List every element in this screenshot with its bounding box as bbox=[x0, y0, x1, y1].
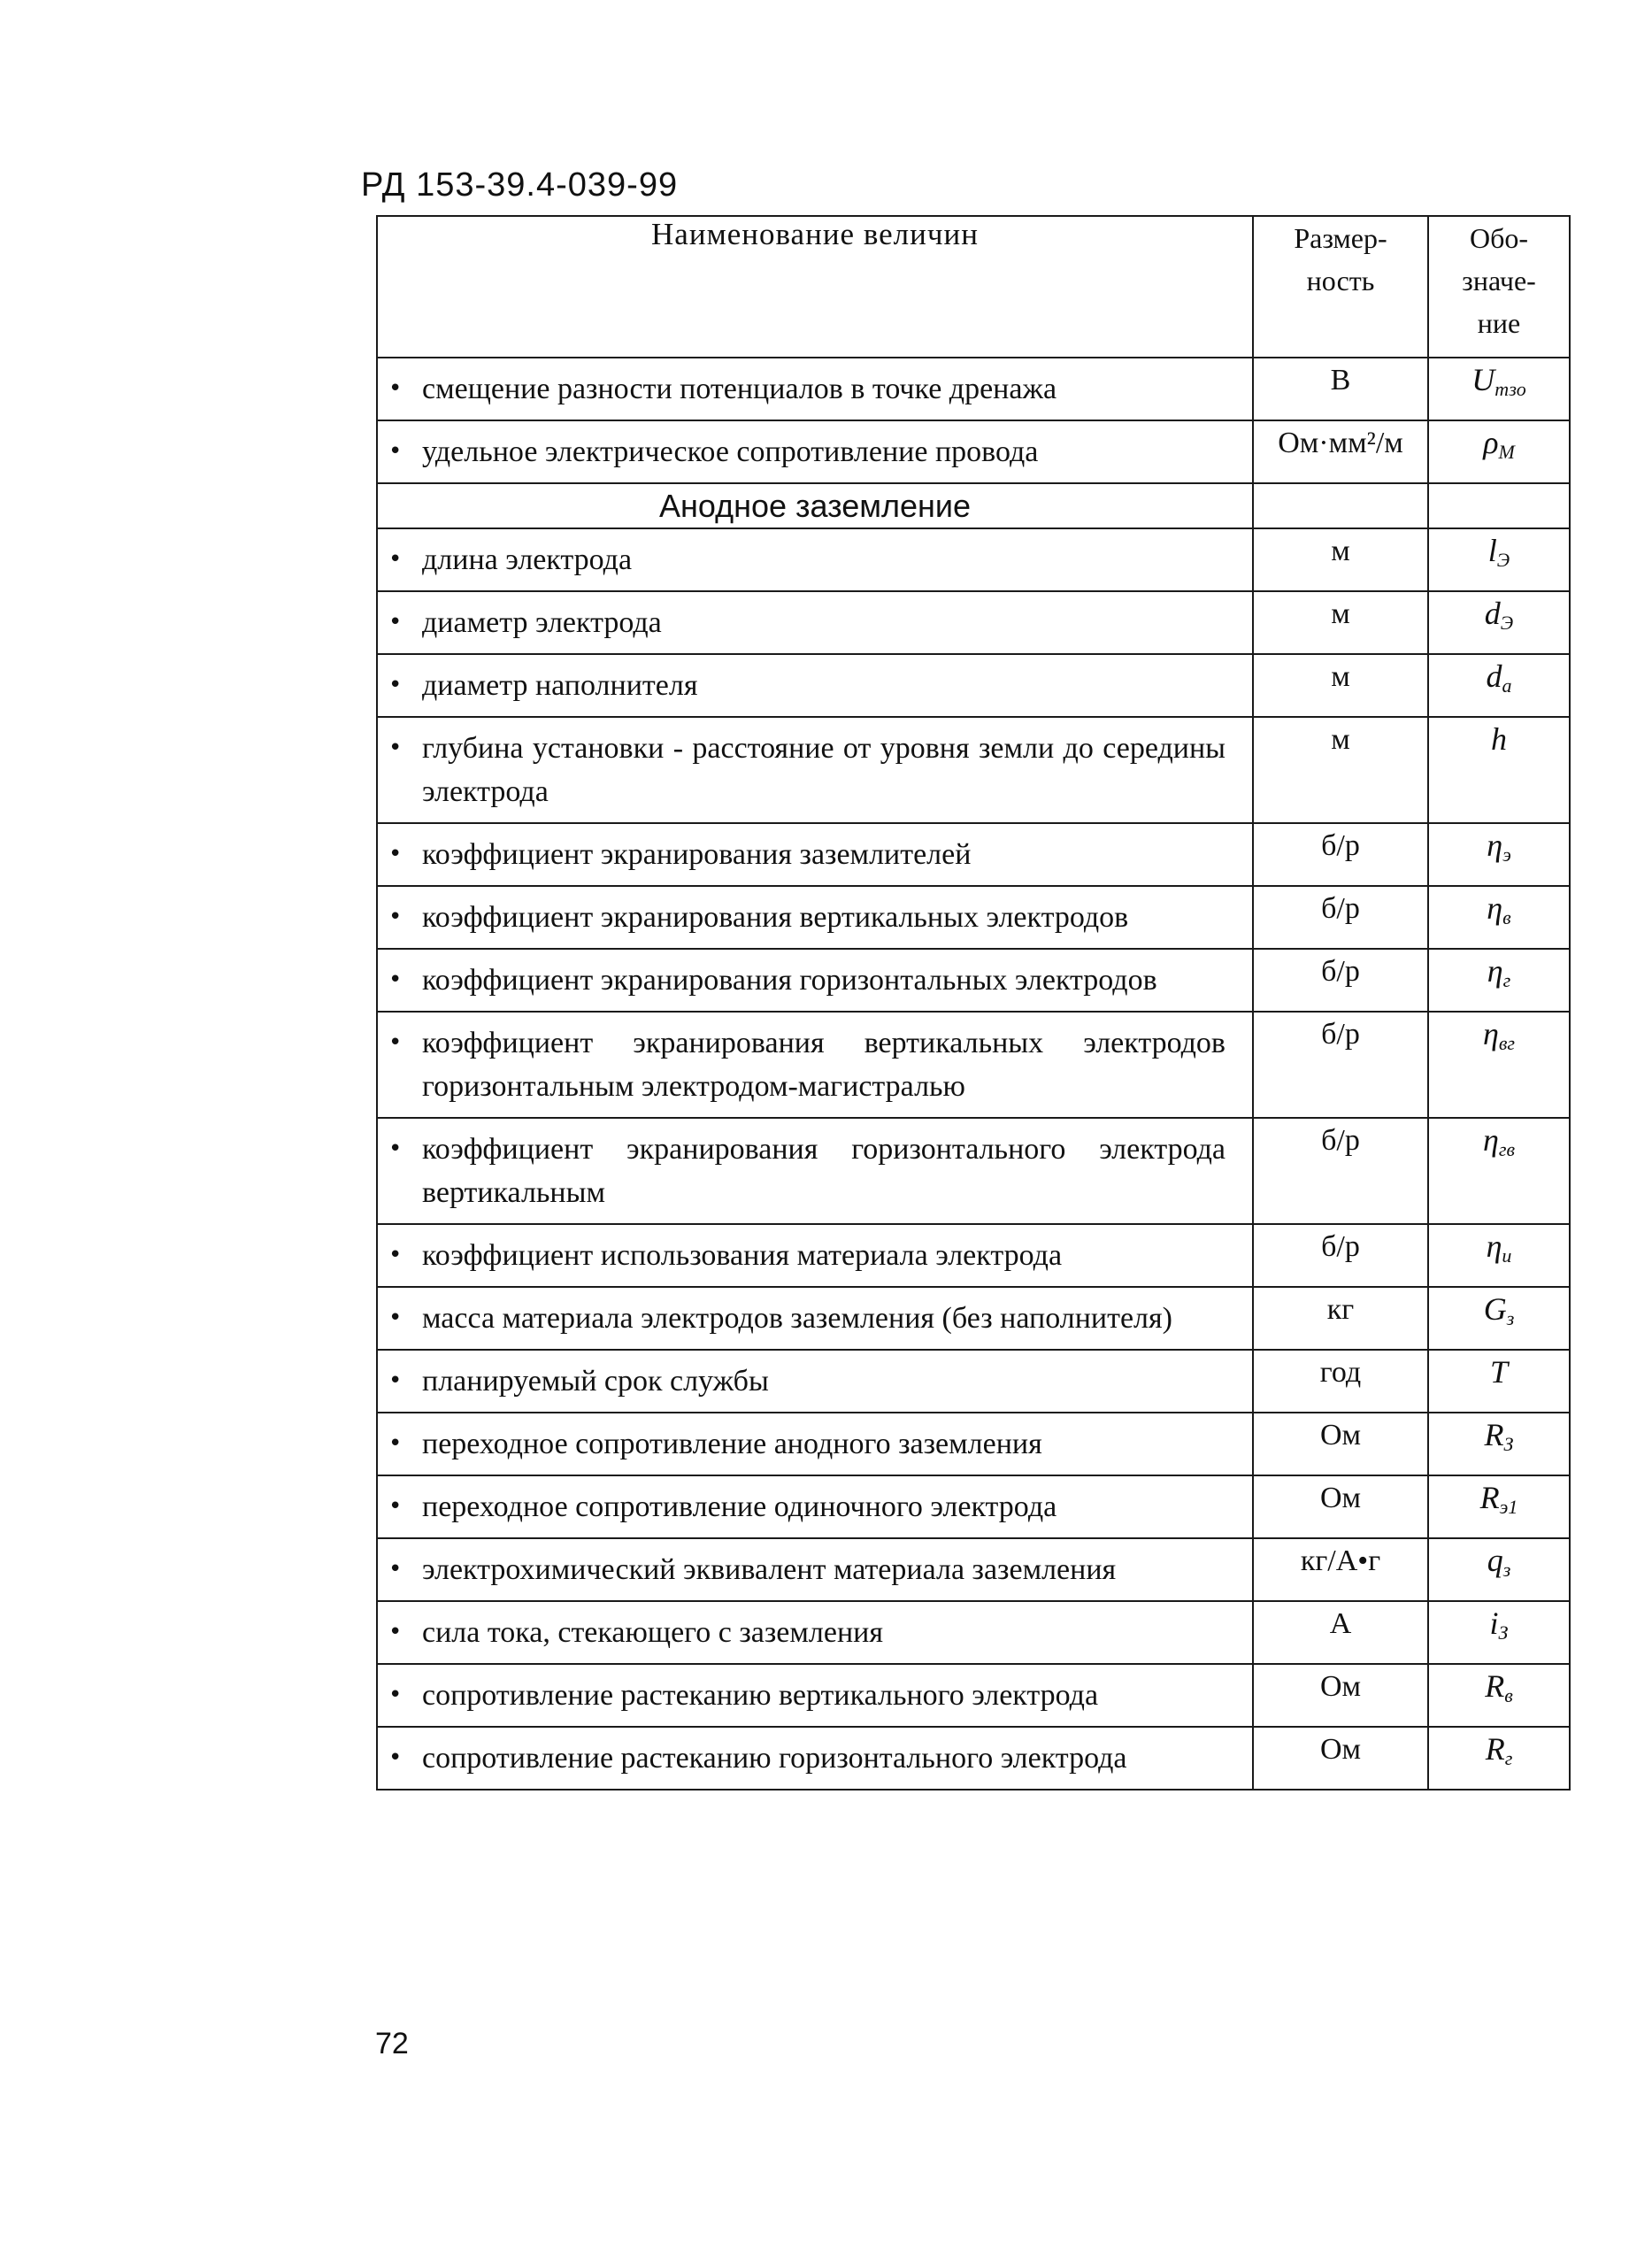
table-row bbox=[377, 1664, 1570, 1727]
symbol-subscript: Э bbox=[1500, 612, 1514, 634]
symbol-base: T bbox=[1489, 1354, 1509, 1390]
symbol-subscript: вг bbox=[1498, 1032, 1515, 1054]
unit-cell: б/р bbox=[1253, 1012, 1428, 1118]
quantity-name: смещение разности потенциалов в точке дренажа bbox=[422, 373, 1057, 405]
symbol-cell bbox=[1428, 1664, 1570, 1727]
bullet-icon: • bbox=[388, 546, 403, 573]
bullet-icon: • bbox=[388, 1619, 403, 1645]
unit-cell: м bbox=[1253, 717, 1428, 823]
table-row bbox=[377, 1413, 1570, 1475]
table-row bbox=[377, 823, 1570, 886]
quantity-name: длина электрода bbox=[422, 543, 633, 576]
table-row bbox=[377, 528, 1570, 591]
header-symbol bbox=[1428, 216, 1570, 358]
header-symbol-line: значе- bbox=[1462, 265, 1536, 296]
symbol-base: q bbox=[1487, 1543, 1503, 1578]
unit-cell: Ом bbox=[1253, 1664, 1428, 1727]
table-row bbox=[377, 1538, 1570, 1601]
quantity-name: коэффициент экранирования горизонтальных электродов bbox=[422, 964, 1157, 997]
unit-cell: б/р bbox=[1253, 1224, 1428, 1287]
symbol-base: η bbox=[1486, 1228, 1502, 1264]
symbol-subscript: з bbox=[1502, 1559, 1511, 1581]
symbol-base: η bbox=[1487, 890, 1503, 926]
quantity-name: сопротивление растеканию вертикального электрода bbox=[422, 1679, 1099, 1712]
symbol-cell bbox=[1428, 886, 1570, 949]
symbol-cell bbox=[1428, 1224, 1570, 1287]
symbol-cell bbox=[1428, 420, 1570, 483]
symbol-cell bbox=[1428, 1413, 1570, 1475]
quantity-name: глубина установки - расстояние от уровня земли до середины электрода bbox=[422, 732, 1226, 808]
quantity-name: переходное сопротивление анодного заземления bbox=[422, 1428, 1042, 1460]
symbol-cell bbox=[1428, 654, 1570, 717]
quantity-name: коэффициент экранирования вертикальных электродов bbox=[422, 901, 1129, 934]
unit-cell: Ом bbox=[1253, 1475, 1428, 1538]
symbol-base: R bbox=[1479, 1480, 1500, 1515]
table-row bbox=[377, 358, 1570, 420]
bullet-icon: • bbox=[388, 735, 403, 761]
quantity-name-cell bbox=[377, 1224, 1253, 1287]
symbol-subscript: в bbox=[1502, 906, 1511, 928]
symbol-subscript: в bbox=[1504, 1684, 1513, 1706]
bullet-icon: • bbox=[388, 1305, 403, 1331]
bullet-icon: • bbox=[388, 1682, 403, 1708]
empty-unit-cell bbox=[1253, 483, 1428, 528]
quantity-name: коэффициент экранирования горизонтального электрода вертикальным bbox=[422, 1133, 1226, 1209]
header-name: Наименование величин bbox=[377, 216, 1253, 358]
quantity-name-cell bbox=[377, 1727, 1253, 1790]
symbol-subscript: З bbox=[1503, 1433, 1514, 1455]
header-unit bbox=[1253, 216, 1428, 358]
symbol-base: d bbox=[1484, 596, 1501, 631]
quantity-name: сила тока, стекающего с заземления bbox=[422, 1616, 883, 1649]
symbol-subscript: и bbox=[1502, 1244, 1512, 1267]
quantity-name-cell bbox=[377, 1601, 1253, 1664]
table-row bbox=[377, 949, 1570, 1012]
quantity-name-cell bbox=[377, 1118, 1253, 1224]
quantity-name-cell bbox=[377, 591, 1253, 654]
table-row bbox=[377, 1350, 1570, 1413]
quantity-name: диаметр электрода bbox=[422, 606, 662, 639]
table-row bbox=[377, 1601, 1570, 1664]
unit-cell: б/р bbox=[1253, 823, 1428, 886]
symbol-cell bbox=[1428, 1287, 1570, 1350]
symbol-cell bbox=[1428, 528, 1570, 591]
bullet-icon: • bbox=[388, 841, 403, 867]
bullet-icon: • bbox=[388, 1744, 403, 1771]
unit-cell: А bbox=[1253, 1601, 1428, 1664]
symbol-base: η bbox=[1487, 828, 1503, 863]
quantity-name-cell bbox=[377, 1538, 1253, 1601]
symbol-base: h bbox=[1491, 721, 1507, 757]
symbol-subscript: гв bbox=[1498, 1138, 1515, 1160]
header-unit-line: Размер- bbox=[1294, 222, 1387, 254]
table-row bbox=[377, 1727, 1570, 1790]
unit-cell: В bbox=[1253, 358, 1428, 420]
header-unit-line: ность bbox=[1306, 265, 1375, 296]
table-row bbox=[377, 1118, 1570, 1224]
quantity-name: планируемый срок службы bbox=[422, 1365, 769, 1398]
quantity-name-cell bbox=[377, 654, 1253, 717]
symbol-cell bbox=[1428, 1601, 1570, 1664]
symbol-base: η bbox=[1483, 1016, 1499, 1051]
bullet-icon: • bbox=[388, 1029, 403, 1056]
parameters-table bbox=[376, 215, 1571, 1790]
quantity-name: удельное электрическое сопротивление провода bbox=[422, 435, 1039, 468]
quantity-name: сопротивление растеканию горизонтального электрода bbox=[422, 1742, 1127, 1775]
quantity-name-cell bbox=[377, 1413, 1253, 1475]
symbol-base: R bbox=[1485, 1668, 1505, 1704]
bullet-icon: • bbox=[388, 966, 403, 993]
unit-cell: м bbox=[1253, 591, 1428, 654]
quantity-name: электрохимический эквивалент материала заземления bbox=[422, 1553, 1117, 1586]
quantity-name: масса материала электродов заземления (без наполнителя) bbox=[422, 1302, 1172, 1335]
quantity-name-cell bbox=[377, 358, 1253, 420]
quantity-name: диаметр наполнителя bbox=[422, 669, 698, 702]
symbol-base: U bbox=[1471, 362, 1495, 397]
unit-cell: б/р bbox=[1253, 886, 1428, 949]
table-row bbox=[377, 1287, 1570, 1350]
section-title: Анодное заземление bbox=[377, 483, 1253, 528]
table-row bbox=[377, 1224, 1570, 1287]
unit-cell: кг bbox=[1253, 1287, 1428, 1350]
table-row bbox=[377, 886, 1570, 949]
unit-cell: Ом·мм²/м bbox=[1253, 420, 1428, 483]
empty-symbol-cell bbox=[1428, 483, 1570, 528]
quantity-name-cell bbox=[377, 528, 1253, 591]
symbol-cell bbox=[1428, 1727, 1570, 1790]
symbol-subscript: г bbox=[1504, 1747, 1513, 1769]
table-body bbox=[377, 358, 1570, 1790]
unit-cell: м bbox=[1253, 654, 1428, 717]
symbol-subscript: М bbox=[1498, 441, 1515, 463]
symbol-base: η bbox=[1483, 1122, 1499, 1158]
symbol-cell bbox=[1428, 1350, 1570, 1413]
quantity-name-cell bbox=[377, 420, 1253, 483]
symbol-base: i bbox=[1489, 1606, 1499, 1641]
unit-cell: м bbox=[1253, 528, 1428, 591]
bullet-icon: • bbox=[388, 375, 403, 402]
bullet-icon: • bbox=[388, 1556, 403, 1583]
quantity-name-cell bbox=[377, 1287, 1253, 1350]
symbol-base: R bbox=[1485, 1731, 1505, 1767]
unit-cell: Ом bbox=[1253, 1727, 1428, 1790]
symbol-subscript: з bbox=[1506, 1307, 1515, 1329]
quantity-name: коэффициент экранирования вертикальных электродов горизонтальным электродом-магистралью bbox=[422, 1027, 1226, 1103]
section-row bbox=[377, 483, 1570, 528]
symbol-cell bbox=[1428, 1475, 1570, 1538]
symbol-base: d bbox=[1486, 658, 1502, 694]
symbol-cell bbox=[1428, 1118, 1570, 1224]
unit-cell: год bbox=[1253, 1350, 1428, 1413]
page-number: 72 bbox=[375, 2027, 409, 2060]
symbol-base: η bbox=[1487, 953, 1503, 989]
table-row bbox=[377, 717, 1570, 823]
bullet-icon: • bbox=[388, 1430, 403, 1457]
unit-cell: кг/А•г bbox=[1253, 1538, 1428, 1601]
table-row bbox=[377, 591, 1570, 654]
symbol-subscript: г bbox=[1502, 969, 1511, 991]
header-symbol-line: Обо- bbox=[1469, 222, 1529, 254]
header-symbol-line: ние bbox=[1477, 307, 1521, 339]
quantity-name-cell bbox=[377, 949, 1253, 1012]
unit-cell: б/р bbox=[1253, 1118, 1428, 1224]
document-code: РД 153-39.4-039-99 bbox=[361, 166, 679, 204]
quantity-name: переходное сопротивление одиночного электрода bbox=[422, 1490, 1057, 1523]
table-header-row bbox=[377, 216, 1570, 358]
symbol-cell bbox=[1428, 717, 1570, 823]
bullet-icon: • bbox=[388, 438, 403, 465]
quantity-name-cell bbox=[377, 717, 1253, 823]
symbol-subscript: а bbox=[1502, 674, 1512, 697]
symbol-base: R bbox=[1484, 1417, 1504, 1452]
symbol-cell bbox=[1428, 949, 1570, 1012]
symbol-cell bbox=[1428, 1538, 1570, 1601]
bullet-icon: • bbox=[388, 1493, 403, 1520]
symbol-subscript: З bbox=[1498, 1621, 1509, 1644]
bullet-icon: • bbox=[388, 1367, 403, 1394]
table-row bbox=[377, 654, 1570, 717]
symbol-cell bbox=[1428, 823, 1570, 886]
quantity-name: коэффициент использования материала электрода bbox=[422, 1239, 1063, 1272]
unit-cell: б/р bbox=[1253, 949, 1428, 1012]
symbol-cell bbox=[1428, 358, 1570, 420]
bullet-icon: • bbox=[388, 609, 403, 635]
bullet-icon: • bbox=[388, 904, 403, 930]
quantity-name-cell bbox=[377, 823, 1253, 886]
bullet-icon: • bbox=[388, 672, 403, 698]
unit-cell: Ом bbox=[1253, 1413, 1428, 1475]
quantity-name-cell bbox=[377, 1475, 1253, 1538]
table-row bbox=[377, 1475, 1570, 1538]
symbol-subscript: Э bbox=[1496, 549, 1510, 571]
table-row bbox=[377, 1012, 1570, 1118]
quantity-name-cell bbox=[377, 1664, 1253, 1727]
bullet-icon: • bbox=[388, 1242, 403, 1268]
symbol-base: l bbox=[1487, 533, 1497, 568]
symbol-subscript: тзо bbox=[1494, 378, 1526, 400]
symbol-base: G bbox=[1483, 1291, 1507, 1327]
symbol-cell bbox=[1428, 1012, 1570, 1118]
table-row bbox=[377, 420, 1570, 483]
quantity-name-cell bbox=[377, 886, 1253, 949]
symbol-subscript: э1 bbox=[1499, 1496, 1518, 1518]
quantity-name-cell bbox=[377, 1012, 1253, 1118]
quantity-name: коэффициент экранирования заземлителей bbox=[422, 838, 972, 871]
symbol-subscript: э bbox=[1502, 843, 1511, 866]
quantity-name-cell bbox=[377, 1350, 1253, 1413]
symbol-cell bbox=[1428, 591, 1570, 654]
symbol-base: ρ bbox=[1483, 425, 1499, 460]
bullet-icon: • bbox=[388, 1136, 403, 1162]
